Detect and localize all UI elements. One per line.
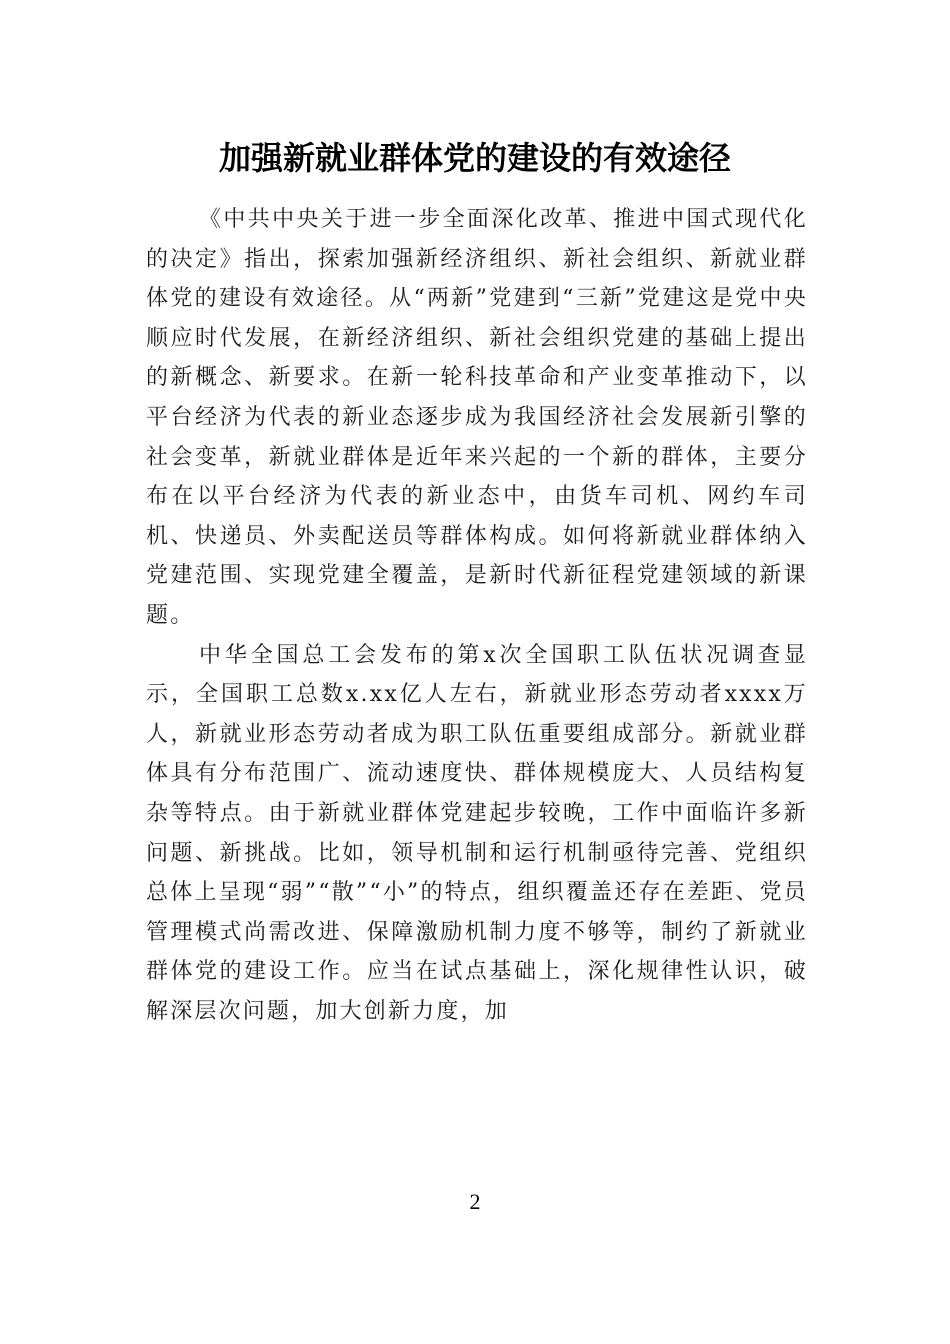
document-body	[146, 200, 808, 1031]
paragraph-1: 《中共中央关于进一步全面深化改革、推进中国式现代化的决定》指出，探索加强新经济组织、新社会组织、新就业群体党的建设有效途径。从“两新”党建到“三新”党建这是党中央顺应时代发展，在新经济组织、新社会组织党建的基础上提出的新概念、新要求。在新一轮科技革命和产业变革推动下，以平台经济为代表的新业态逐步成为我国经济社会发展新引擎的社会变革，新就业群体是近年来兴起的一个新的群体，主要分布在以平台经济为代表的新业态中，由货车司机、网约车司机、快递员、外卖配送员等群体构成。如何将新就业群体纳入党建范围、实现党建全覆盖，是新时代新征程党建领域的新课题。	[146, 207, 808, 628]
page-number: 2	[469, 1189, 481, 1214]
document-title: 加强新就业群体党的建设的有效途径	[218, 139, 731, 177]
paragraph-2: 中华全国总工会发布的第x次全国职工队伍状况调查显示，全国职工总数x.xx亿人左右，新就业形态劳动者xxxx万人，新就业形态劳动者成为职工队伍重要组成部分。新就业群体具有分布范围广、流动速度快、群体规模庞大、人员结构复杂等特点。由于新就业群体党建起步较晚，工作中面临许多新问题、新挑战。比如，领导机制和运行机制亟待完善、党组织总体上呈现“弱”“散”“小”的特点，组织覆盖还存在差距、党员管理模式尚需改进、保障激励机制力度不够等，制约了新就业群体党的建设工作。应当在试点基础上，深化规律性认识，破解深层次问题，加大创新力度，加	[146, 642, 808, 1024]
